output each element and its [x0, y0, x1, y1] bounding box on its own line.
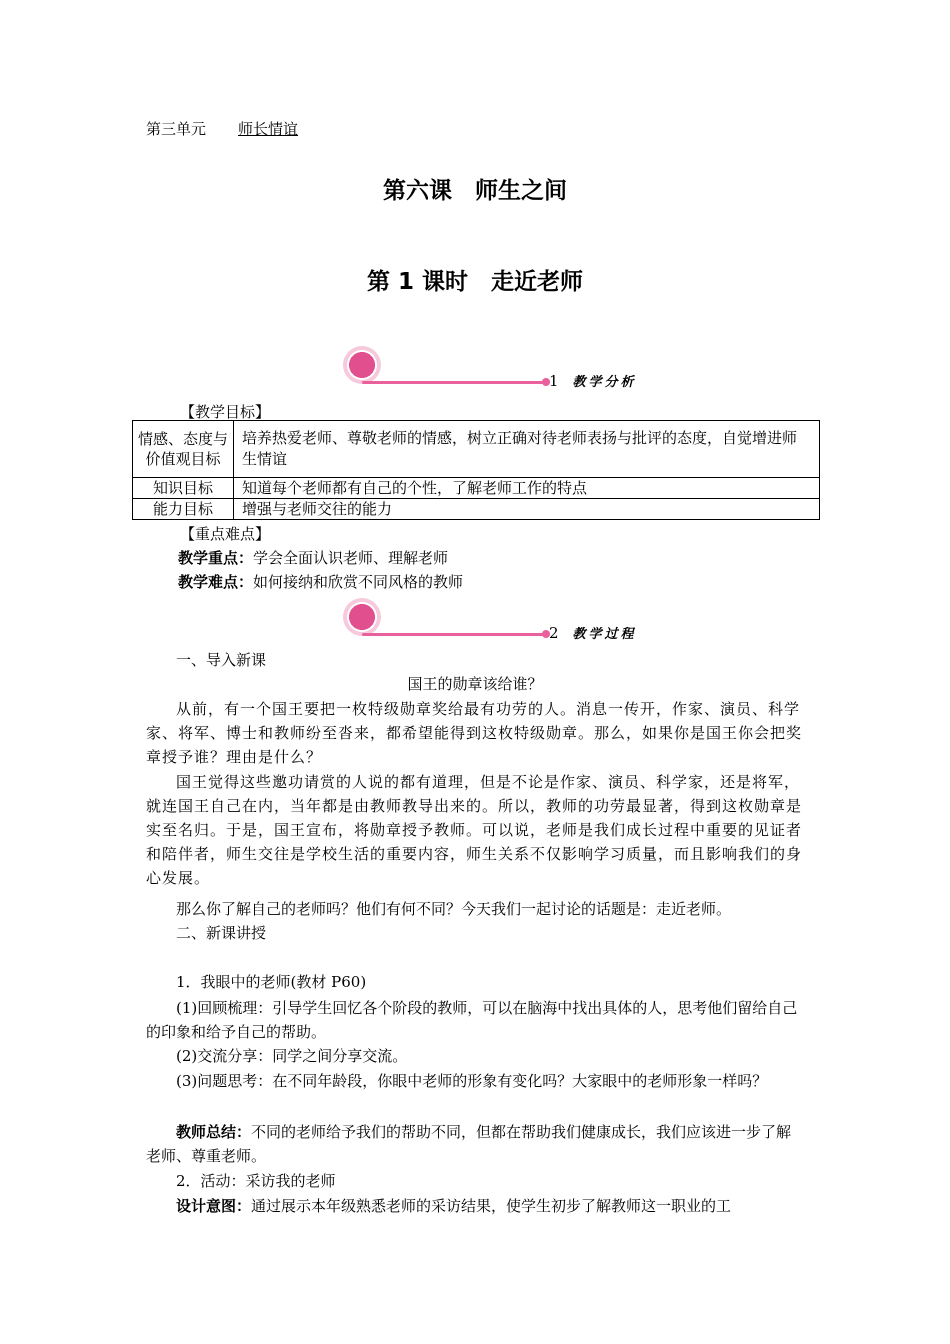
- table-row: [133, 478, 820, 499]
- objective-key: 知识目标: [133, 478, 234, 499]
- step-3: (3)问题思考：在不同年龄段，你眼中老师的形象有变化吗？大家眼中的老师形象一样吗？: [176, 1072, 768, 1090]
- lesson-title: 第六课 师生之间: [383, 178, 567, 204]
- design-intent: 设计意图：通过展示本年级熟悉老师的采访结果，使学生初步了解教师这一职业的工: [176, 1197, 732, 1215]
- unit-number: 第三单元: [146, 120, 207, 138]
- item-1-heading: 1．我眼中的老师(教材 P60): [176, 973, 367, 991]
- section-marker-2: [343, 598, 673, 642]
- objective-value: 培养热爱老师、尊敬老师的情感，树立正确对待老师表扬与批评的态度，自觉增进师生情谊: [234, 421, 820, 478]
- pink-circle-icon: [343, 346, 381, 384]
- objective-key: 情感、态度与价值观目标: [133, 421, 234, 478]
- item-2-heading: 2．活动：采访我的老师: [176, 1172, 336, 1190]
- objectives-table: [132, 420, 820, 520]
- step-1: (1)回顾梳理：引导学生回忆各个阶段的教师，可以在脑海中找出具体的人，思考他们留给自己的印象和给予自己的帮助。: [146, 999, 798, 1041]
- table-row: [133, 421, 820, 478]
- section-title: 教学过程: [572, 627, 637, 642]
- period-title: 第 1 课时 走近老师: [366, 269, 584, 295]
- story-paragraph-1: 从前，有一个国王要把一枚特级勋章奖给最有功劳的人。消息一传开，作家、演员、科学家、将军、博士和教师纷至沓来，都希望能得到这枚特级勋章。那么，如果你是国王你会把奖章授予谁？理由是什么？: [146, 700, 803, 766]
- unit-header: [146, 118, 298, 139]
- section-number: 2: [549, 624, 559, 642]
- teacher-summary: 教师总结：不同的老师给予我们的帮助不同，但都在帮助我们健康成长，我们应该进一步了解老师、尊重老师。: [146, 1123, 792, 1165]
- story-title: 国王的勋章该给谁？: [407, 675, 543, 693]
- section-marker-1: [343, 346, 673, 390]
- objectives-heading: 【教学目标】: [180, 403, 271, 421]
- teaching-focus: 教学重点：学会全面认识老师、理解老师: [178, 549, 449, 567]
- teaching-difficulty: 教学难点：如何接纳和欣赏不同风格的教师: [178, 573, 464, 591]
- objective-value: 增强与老师交往的能力: [234, 499, 820, 520]
- step-2: (2)交流分享：同学之间分享交流。: [176, 1047, 408, 1065]
- story-paragraph-2: 国王觉得这些邀功请赏的人说的都有道理，但是不论是作家、演员、科学家，还是将军，就连国王自己在内，当年都是由教师教导出来的。所以，教师的功劳最显著，得到这枚勋章是实至名归。于是，国王宣布，将勋章授予教师。可以说，老师是我们成长过程中重要的见证者和陪伴者，师生交往是学校生活的重要内容，师生关系不仅影响学习质量，而且影响我们的身心发展。: [146, 773, 803, 887]
- objective-value: 知道每个老师都有自己的个性，了解老师工作的特点: [234, 478, 820, 499]
- unit-title: 师长情谊: [238, 120, 299, 138]
- pink-circle-icon: [343, 598, 381, 636]
- part-intro-heading: 一、导入新课: [176, 651, 267, 669]
- section-title: 教学分析: [572, 375, 637, 390]
- keypoints-heading: 【重点难点】: [180, 525, 271, 543]
- transition-text: 那么你了解自己的老师吗？他们有何不同？今天我们一起讨论的话题是：走近老师。: [176, 900, 732, 918]
- part-teaching-heading: 二、新课讲授: [176, 924, 267, 942]
- section-number: 1: [549, 372, 559, 390]
- table-row: [133, 499, 820, 520]
- objective-key: 能力目标: [133, 499, 234, 520]
